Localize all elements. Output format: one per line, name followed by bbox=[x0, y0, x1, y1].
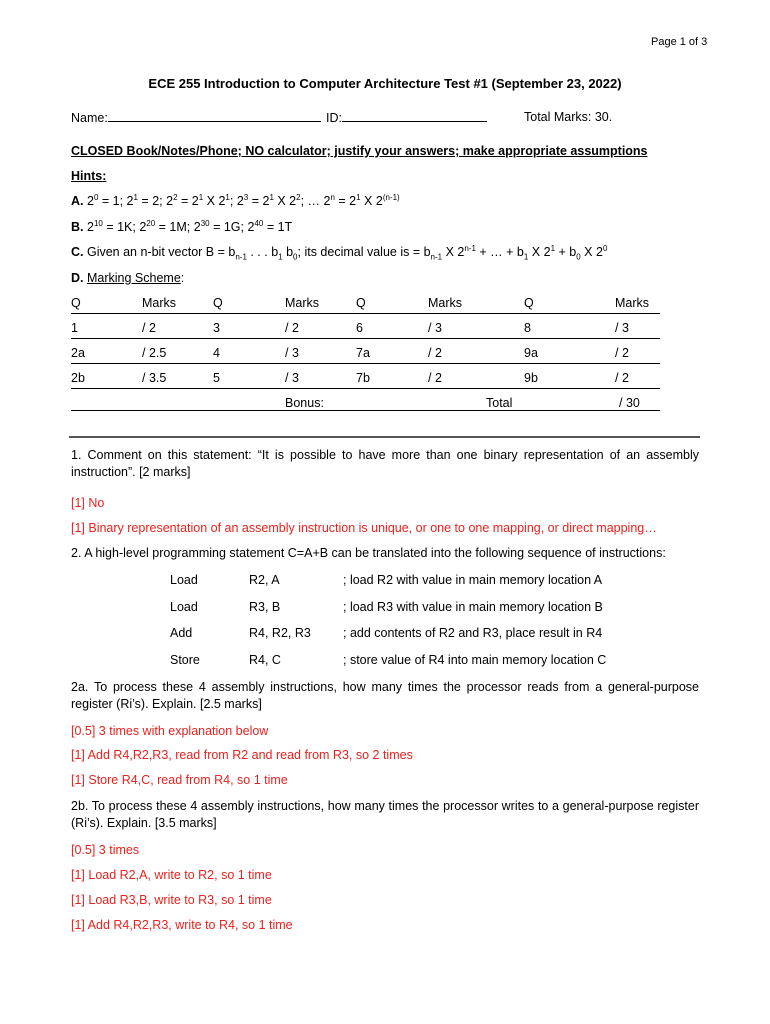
table-rule bbox=[71, 410, 660, 411]
answer-line: [1] Add R4,R2,R3, write to R4, so 1 time bbox=[71, 918, 293, 932]
instruction-op: Add bbox=[170, 626, 193, 640]
table-cell: / 2 bbox=[428, 371, 442, 385]
table-header-cell: Marks bbox=[615, 296, 650, 310]
table-cell: / 2 bbox=[142, 321, 156, 335]
hint-d: D. Marking Scheme: bbox=[71, 271, 185, 285]
bonus-label: Bonus: bbox=[285, 396, 324, 410]
table-cell: / 3.5 bbox=[142, 371, 167, 385]
table-cell: / 2 bbox=[615, 346, 629, 360]
table-cell: / 3 bbox=[285, 371, 299, 385]
page-number: Page 1 of 3 bbox=[651, 36, 708, 48]
name-label: Name: bbox=[71, 111, 108, 125]
instruction-args: R4, R2, R3 bbox=[249, 626, 311, 640]
table-cell: 2a bbox=[71, 346, 85, 360]
answer-line: [0.5] 3 times bbox=[71, 843, 140, 857]
instruction-comment: ; load R2 with value in main memory location A bbox=[343, 573, 603, 587]
table-header-cell: Q bbox=[524, 296, 534, 310]
page-title: ECE 255 Introduction to Computer Architecture Test #1 (September 23, 2022) bbox=[148, 76, 622, 91]
hint-c: C. Given an n-bit vector $B = b_{n-1}$ . . . $b_1$ $b_0$; its decimal value is = $b_{n-1}$ X $2^{n-1}$ + … + $b_1$ X $2^1 + b_0$ X $2^0$ bbox=[71, 243, 608, 262]
instruction-args: R3, B bbox=[249, 600, 281, 614]
name-blank bbox=[108, 110, 321, 122]
answer-line: [1] Binary representation of an assembly instruction is unique, or one to one mapping, or direct mapping… bbox=[71, 521, 657, 535]
table-cell: / 2.5 bbox=[142, 346, 167, 360]
question-1: 1. Comment on this statement: “It is possible to have more than one binary representation of an assembly instruction”. [2 marks] bbox=[71, 448, 699, 479]
id-blank bbox=[342, 110, 487, 122]
table-cell: / 3 bbox=[285, 346, 299, 360]
table-header-cell: Q bbox=[71, 296, 81, 310]
answer-line: [0.5] 3 times with explanation below bbox=[71, 724, 269, 738]
answer-line: [1] No bbox=[71, 496, 105, 510]
table-header-cell: Q bbox=[213, 296, 223, 310]
hints-heading: Hints: bbox=[71, 169, 107, 183]
name-field bbox=[71, 110, 321, 125]
table-cell: 2b bbox=[71, 371, 85, 385]
table-cell: / 2 bbox=[285, 321, 299, 335]
hint-b: B. $2^{10} = 1K$; $2^{20} = 1M$; $2^{30} = 1G$; $2^{40} = 1T$ bbox=[71, 218, 293, 234]
table-cell: 9b bbox=[524, 371, 538, 385]
table-cell: 7a bbox=[356, 346, 370, 360]
table-cell: / 2 bbox=[428, 346, 442, 360]
table-header-cell: Marks bbox=[428, 296, 463, 310]
instruction-args: R2, A bbox=[249, 573, 280, 587]
instruction-comment: ; load R3 with value in main memory location B bbox=[343, 600, 603, 614]
instruction-args: R4, C bbox=[249, 653, 281, 667]
total-value: / 30 bbox=[619, 396, 640, 410]
answer-line: [1] Store R4,C, read from R4, so 1 time bbox=[71, 773, 288, 787]
total-label: Total bbox=[486, 396, 513, 410]
section-divider bbox=[69, 436, 700, 438]
table-rule bbox=[71, 338, 660, 339]
table-header-cell: Marks bbox=[142, 296, 177, 310]
hint-a: A. $2^0 = 1$; $2^1 = 2$; $2^2 = 2^1$ X $2^1$; $2^3 = 2^1$ X $2^2$; … $2^n = 2^1$ X 2$^{(n-1)}$ bbox=[71, 192, 400, 208]
table-cell: 4 bbox=[213, 346, 220, 360]
table-cell: 6 bbox=[356, 321, 363, 335]
answer-line: [1] Load R2,A, write to R2, so 1 time bbox=[71, 868, 272, 882]
table-cell: 1 bbox=[71, 321, 78, 335]
instruction-comment: ; add contents of R2 and R3, place result in R4 bbox=[343, 626, 603, 640]
table-rule bbox=[71, 363, 660, 364]
instruction-op: Load bbox=[170, 573, 198, 587]
table-header-cell: Marks bbox=[285, 296, 320, 310]
table-rule bbox=[71, 313, 660, 314]
table-rule bbox=[71, 388, 660, 389]
total-marks: Total Marks: 30. bbox=[524, 110, 613, 124]
id-label: ID: bbox=[326, 111, 342, 125]
table-cell: / 3 bbox=[615, 321, 629, 335]
marking-scheme-label: Marking Scheme bbox=[86, 271, 181, 285]
table-header-cell: Q bbox=[356, 296, 366, 310]
hints-label: Hints bbox=[71, 169, 103, 183]
table-cell: / 2 bbox=[615, 371, 629, 385]
table-cell: 9a bbox=[524, 346, 538, 360]
table-cell: 8 bbox=[524, 321, 531, 335]
answer-line: [1] Add R4,R2,R3, read from R2 and read from R3, so 2 times bbox=[71, 748, 413, 762]
instruction-op: Load bbox=[170, 600, 198, 614]
answer-line: [1] Load R3,B, write to R3, so 1 time bbox=[71, 893, 272, 907]
exam-rules: CLOSED Book/Notes/Phone; NO calculator; justify your answers; make appropriate assumptions bbox=[71, 144, 648, 158]
instruction-comment: ; store value of R4 into main memory location C bbox=[343, 653, 607, 667]
table-cell: 3 bbox=[213, 321, 220, 335]
instruction-op: Store bbox=[170, 653, 200, 667]
id-field bbox=[326, 110, 487, 125]
table-cell: 7b bbox=[356, 371, 370, 385]
question-2: 2. A high-level programming statement C=A+B can be translated into the following sequence of instructions: bbox=[71, 546, 666, 560]
table-cell: / 3 bbox=[428, 321, 442, 335]
question-2a: 2a. To process these 4 assembly instructions, how many times the processor reads from a general-purpose register (Ri’s). Explain. [2.5 marks] bbox=[71, 680, 699, 711]
table-cell: 5 bbox=[213, 371, 220, 385]
question-2b: 2b. To process these 4 assembly instructions, how many times the processor writes to a general-purpose register (Ri’s). Explain. [3.5 marks] bbox=[71, 799, 699, 830]
